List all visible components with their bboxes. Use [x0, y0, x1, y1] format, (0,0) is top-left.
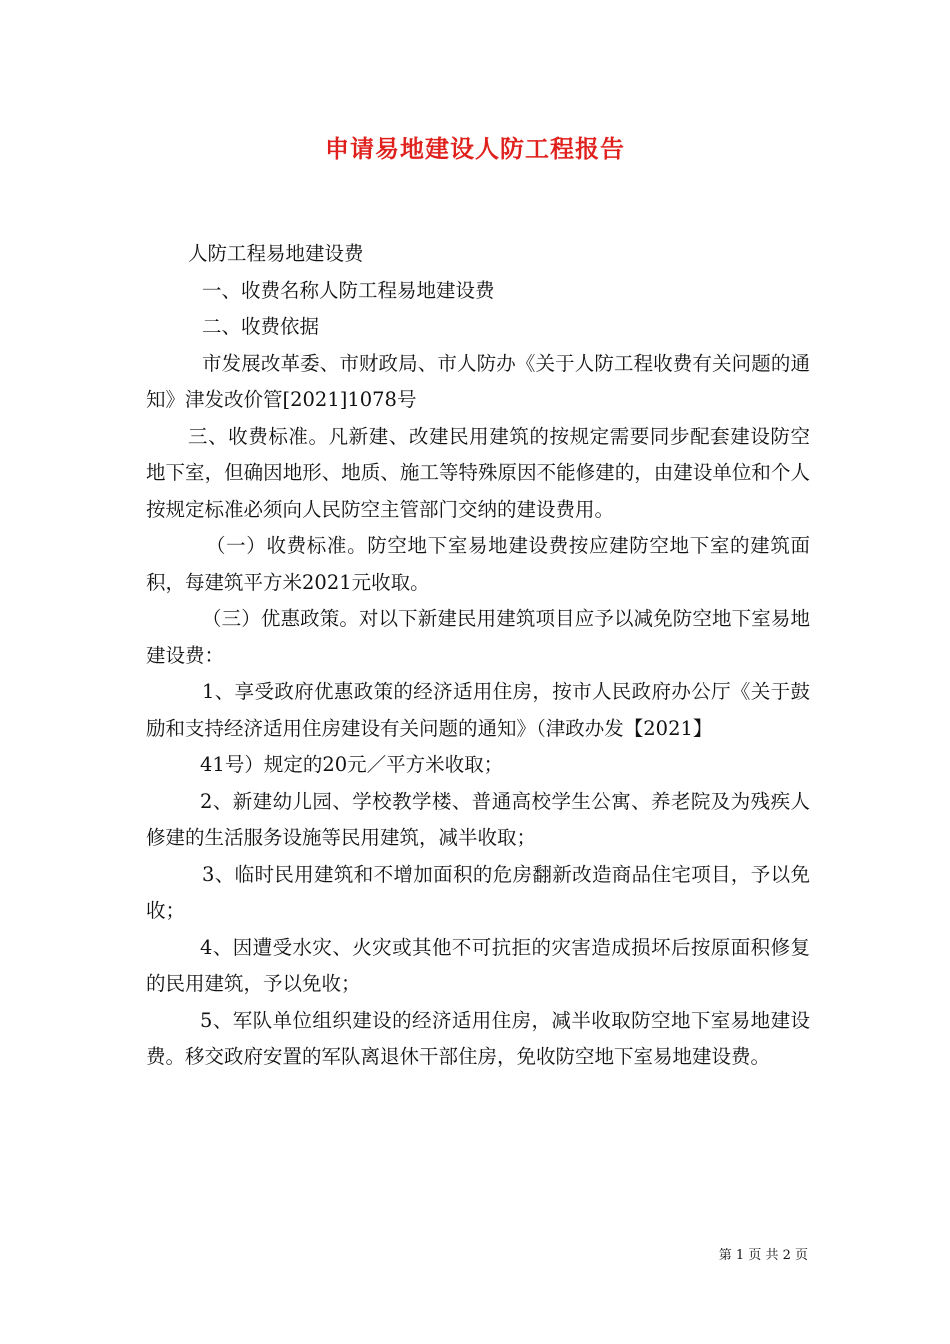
paragraph-fee-standard: 三、收费标准。凡新建、改建民用建筑的按规定需要同步配套建设防空地下室，但确因地形、地质、施工等特殊原因不能修建的，由建设单位和个人按规定标准必须向人民防空主管部门交纳的建设费用。 [146, 424, 810, 521]
paragraph-notice: 市发展改革委、市财政局、市人防办《关于人防工程收费有关问题的通知》津发改价管[2021]1078号 [146, 351, 810, 411]
paragraph-item-1-cont: 41号）规定的20元／平方米收取； [200, 753, 504, 776]
paragraph-standard-detail: （一）收费标准。防空地下室易地建设费按应建防空地下室的建筑面积，每建筑平方米2021元收取。 [146, 534, 810, 594]
paragraph-item-5: 5、军队单位组织建设的经济适用住房，减半收取防空地下室易地建设费。移交政府安置的军队离退休干部住房，免收防空地下室易地建设费。 [146, 1008, 810, 1068]
document-title: 申请易地建设人防工程报告 [325, 134, 625, 163]
page-number: 第 1 页 共 2 页 [718, 1248, 808, 1263]
paragraph-fee-name: 一、收费名称人防工程易地建设费 [202, 278, 495, 302]
paragraph-item-1: 1、享受政府优惠政策的经济适用住房，按市人民政府办公厅《关于鼓励和支持经济适用住房建设有关问题的通知》（津政办发【2021】 [146, 680, 810, 740]
paragraph-heading: 人防工程易地建设费 [188, 242, 364, 265]
paragraph-item-4: 4、因遭受水灾、火灾或其他不可抗拒的灾害造成损坏后按原面积修复的民用建筑，予以免收； [146, 935, 810, 995]
paragraph-fee-basis: 二、收费依据 [202, 315, 320, 338]
document-body [146, 236, 810, 1076]
paragraph-item-3: 3、临时民用建筑和不增加面积的危房翻新改造商品住宅项目，予以免收； [146, 862, 810, 922]
paragraph-preferential-policy: （三）优惠政策。对以下新建民用建筑项目应予以减免防空地下室易地建设费： [146, 607, 810, 667]
paragraph-item-2: 2、新建幼儿园、学校教学楼、普通高校学生公寓、养老院及为残疾人修建的生活服务设施等民用建筑，减半收取； [146, 789, 810, 849]
